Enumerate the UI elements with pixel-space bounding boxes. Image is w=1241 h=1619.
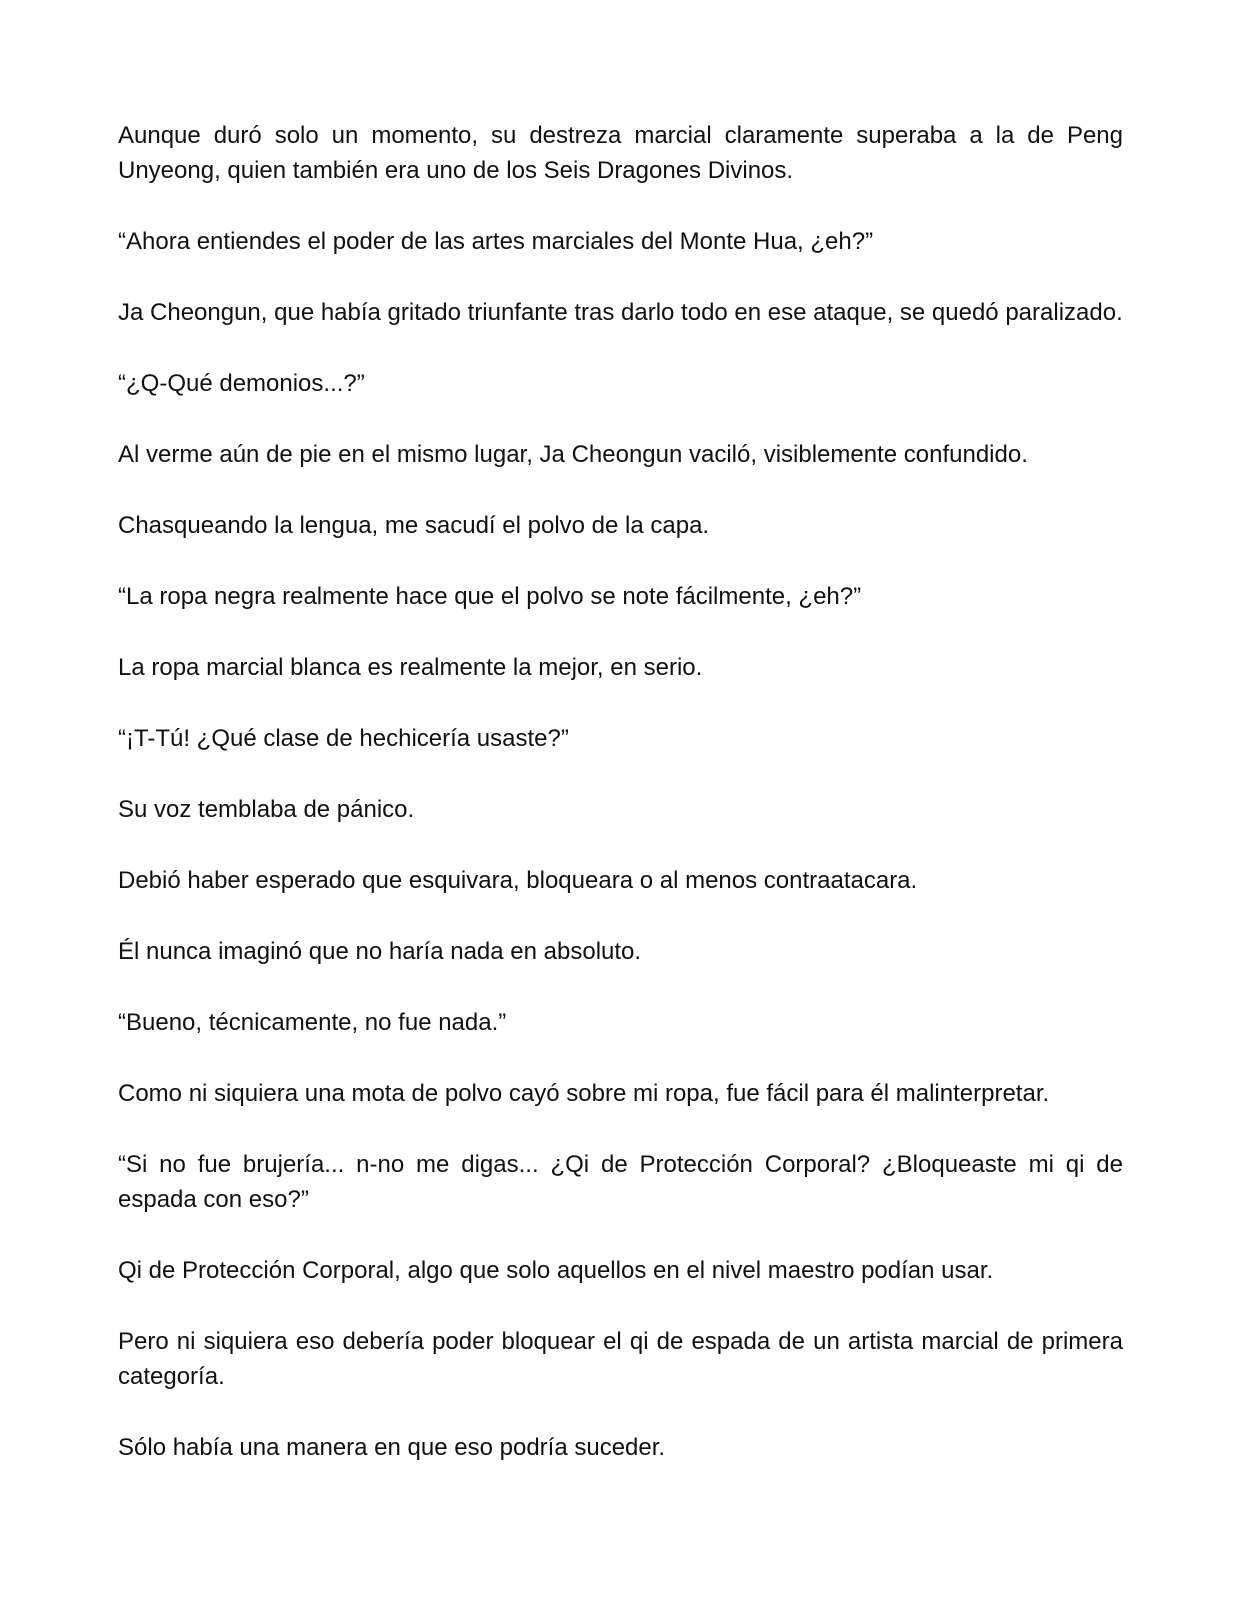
paragraph: “La ropa negra realmente hace que el polvo se note fácilmente, ¿eh?” xyxy=(118,583,862,610)
paragraph: Chasqueando la lengua, me sacudí el polvo de la capa. xyxy=(118,512,710,539)
paragraph: Pero ni siquiera eso debería poder bloquear el qi de espada de un artista marcial de primera categoría. xyxy=(118,1328,1123,1390)
paragraph: Aunque duró solo un momento, su destreza marcial claramente superaba a la de Peng Unyeong, quien también era uno de los Seis Dragones Divinos. xyxy=(118,122,1123,184)
paragraph: “Si no fue brujería... n-no me digas... ¿Qi de Protección Corporal? ¿Bloqueaste mi qi de espada con eso?” xyxy=(118,1151,1123,1213)
paragraph: Ja Cheongun, que había gritado triunfante tras darlo todo en ese ataque, se quedó paralizado. xyxy=(118,299,1123,326)
paragraph: Qi de Protección Corporal, algo que solo aquellos en el nivel maestro podían usar. xyxy=(118,1257,994,1284)
paragraph: La ropa marcial blanca es realmente la mejor, en serio. xyxy=(118,654,703,681)
paragraph: “Bueno, técnicamente, no fue nada.” xyxy=(118,1009,507,1036)
paragraph: Su voz temblaba de pánico. xyxy=(118,796,415,823)
paragraph: “Ahora entiendes el poder de las artes marciales del Monte Hua, ¿eh?” xyxy=(118,228,874,255)
paragraph: Él nunca imaginó que no haría nada en absoluto. xyxy=(118,938,642,965)
paragraph: Debió haber esperado que esquivara, bloqueara o al menos contraatacara. xyxy=(118,867,918,894)
paragraph: Al verme aún de pie en el mismo lugar, Ja Cheongun vaciló, visiblemente confundido. xyxy=(118,441,1028,468)
document-body xyxy=(118,118,1123,1501)
paragraph: “¿Q-Qué demonios...?” xyxy=(118,370,365,397)
paragraph: Sólo había una manera en que eso podría suceder. xyxy=(118,1434,666,1461)
paragraph: Como ni siquiera una mota de polvo cayó sobre mi ropa, fue fácil para él malinterpretar. xyxy=(118,1080,1050,1107)
paragraph: “¡T-Tú! ¿Qué clase de hechicería usaste?” xyxy=(118,725,569,752)
